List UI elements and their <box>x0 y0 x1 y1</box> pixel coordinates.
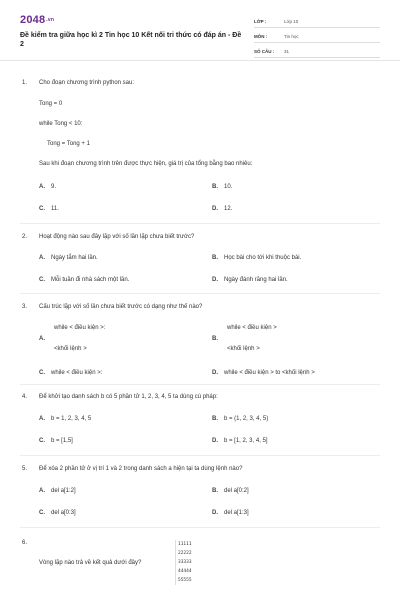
meta-value: 31 <box>284 49 290 54</box>
question-divider <box>20 384 380 385</box>
option-letter: A. <box>39 488 45 494</box>
code-line: Tong = 0 <box>39 101 63 107</box>
option-text: Ngày đánh răng hai lần. <box>224 277 288 283</box>
option-text: del a[1:3] <box>224 510 249 516</box>
meta-row-count <box>254 46 380 58</box>
option-d[interactable] <box>212 370 315 376</box>
option-b[interactable] <box>212 488 249 494</box>
meta-value: Tin học <box>284 34 299 39</box>
option-letter: D. <box>212 370 218 376</box>
question-text: Vòng lặp nào trả về kết quả dưới đây? <box>39 560 142 566</box>
question-text: Để xóa 2 phần tử ở vị trí 1 và 2 trong danh sách a hiện tại ta dùng lệnh nào? <box>39 466 243 472</box>
option-b[interactable] <box>212 255 301 261</box>
header <box>0 0 400 61</box>
option-a[interactable] <box>39 255 98 261</box>
option-text: del a[0:2] <box>224 488 249 494</box>
option-d[interactable] <box>212 510 249 516</box>
question-divider <box>20 293 380 294</box>
question-text: Cho đoạn chương trình python sau: <box>39 80 135 86</box>
code-line: Tong = Tong + 1 <box>47 141 90 147</box>
option-d[interactable] <box>212 206 232 212</box>
exam-meta <box>254 16 380 61</box>
option-letter: A. <box>39 184 45 190</box>
option-line: while < điều kiện >: <box>54 325 106 331</box>
option-text: while < điều kiện >: <box>51 370 103 376</box>
meta-row-class <box>254 16 380 28</box>
option-line: while < điều kiện > <box>227 325 277 331</box>
option-c[interactable] <box>39 438 73 444</box>
option-text: while < điều kiện > to <khối lệnh > <box>224 370 315 376</box>
option-a[interactable] <box>39 184 56 190</box>
question-number: 4. <box>22 394 28 400</box>
meta-label: LỚP : <box>254 19 267 24</box>
option-letter: C. <box>39 370 45 376</box>
option-letter: C. <box>39 277 45 283</box>
option-letter: A. <box>39 336 45 342</box>
pattern-line: 55555 <box>178 578 192 583</box>
option-b[interactable] <box>212 184 232 190</box>
option-text: b = (1, 2, 3, 4, 5) <box>224 416 269 422</box>
option-text: 9. <box>51 184 57 190</box>
option-text: del a[1:2] <box>51 488 76 494</box>
option-b[interactable] <box>212 416 268 422</box>
option-letter: D. <box>212 438 218 444</box>
option-text: del a[0:3] <box>51 510 76 516</box>
code-line: while Tong < 10: <box>39 121 83 127</box>
option-letter: B. <box>212 255 218 261</box>
option-line: <khối lệnh > <box>54 346 87 352</box>
question-divider <box>20 455 380 456</box>
question-text: Hoạt động nào sau đây lặp với số lần lặp chưa biết trước? <box>39 234 195 240</box>
option-d[interactable] <box>212 277 288 283</box>
option-letter: D. <box>212 206 218 212</box>
option-text: 12. <box>224 206 233 212</box>
logo-text: 2048 <box>20 14 46 26</box>
pattern-line: 22222 <box>178 551 192 556</box>
option-b[interactable] <box>212 321 362 361</box>
pattern-line: 33333 <box>178 560 192 565</box>
option-text: 11. <box>51 206 59 212</box>
option-letter: B. <box>212 184 218 190</box>
question-number: 5. <box>22 466 28 472</box>
option-c[interactable] <box>39 370 102 376</box>
meta-label: SỐ CÂU : <box>254 49 275 54</box>
option-a[interactable] <box>39 321 189 361</box>
pattern-line: 11111 <box>178 542 192 547</box>
option-text: b = 1, 2, 3, 4, 5 <box>51 416 92 422</box>
question-subtext: Sau khi đoạn chương trình trên được thực hiện, giá trị của tổng bằng bao nhiêu: <box>39 161 253 167</box>
option-line: <khối lệnh > <box>227 346 260 352</box>
question-divider <box>20 527 380 528</box>
option-text: Ngày tắm hai lần. <box>51 255 98 261</box>
option-letter: A. <box>39 255 45 261</box>
option-letter: C. <box>39 510 45 516</box>
site-logo[interactable] <box>20 14 54 26</box>
option-letter: D. <box>212 277 218 283</box>
document-title: Đề kiểm tra giữa học kì 2 Tin học 10 Kết nối tri thức có đáp án - Đề 2 <box>20 32 242 48</box>
question-number: 6. <box>22 540 28 546</box>
question-text: Để khởi tạo danh sách b có 5 phần tử 1, 2, 3, 4, 5 ta dùng cú pháp: <box>39 394 218 400</box>
question-divider <box>20 223 380 224</box>
option-letter: B. <box>212 336 218 342</box>
question-number: 1. <box>22 80 28 86</box>
option-letter: A. <box>39 416 45 422</box>
option-letter: C. <box>39 438 45 444</box>
option-text: b = [1,5] <box>51 438 73 444</box>
option-c[interactable] <box>39 510 76 516</box>
question-text: Cấu trúc lặp với số lần chưa biết trước có dạng như thế nào? <box>39 304 203 310</box>
output-pattern <box>175 540 192 585</box>
option-a[interactable] <box>39 488 76 494</box>
option-text: Học bài cho tới khi thuộc bài. <box>224 255 302 261</box>
question-number: 3. <box>22 304 28 310</box>
meta-value: Lớp 10 <box>284 19 299 24</box>
pattern-line: 44444 <box>178 569 192 574</box>
option-letter: D. <box>212 510 218 516</box>
option-a[interactable] <box>39 416 91 422</box>
meta-row-subject <box>254 31 380 43</box>
option-d[interactable] <box>212 438 268 444</box>
option-letter: B. <box>212 488 218 494</box>
option-c[interactable] <box>39 277 129 283</box>
meta-label: MÔN : <box>254 34 268 39</box>
option-text: b = [1, 2, 3, 4, 5] <box>224 438 268 444</box>
option-text: Mỗi tuần đi nhà sách một lần. <box>51 277 130 283</box>
option-letter: C. <box>39 206 45 212</box>
question-number: 2. <box>22 234 28 240</box>
option-c[interactable] <box>39 206 59 212</box>
option-letter: B. <box>212 416 218 422</box>
option-text: 10. <box>224 184 233 190</box>
logo-suffix: .vn <box>46 17 55 24</box>
